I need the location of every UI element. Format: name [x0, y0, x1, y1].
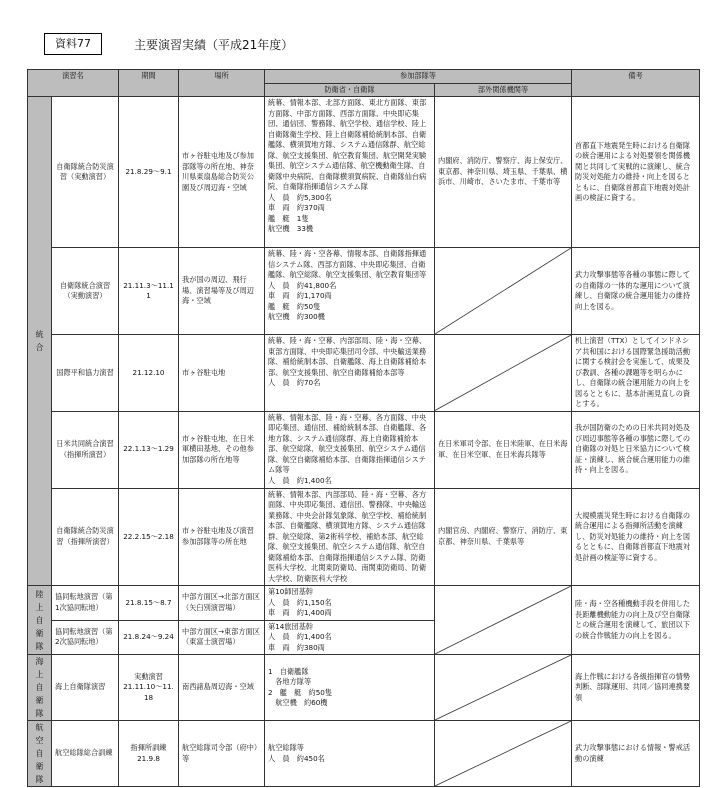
exercise-name: 自衛隊統合演習（実動演習）	[52, 248, 119, 335]
sdf-units: 航空総隊等 人 員 約450名	[265, 721, 435, 787]
exercise-period: 実動演習 21.11.10～11.18	[119, 655, 179, 721]
exercise-place: 市ヶ谷駐屯地、在日米軍横田基地、その他参加部隊の所在地等	[179, 411, 265, 488]
exercise-period: 21.12.10	[119, 335, 179, 412]
table-row	[28, 97, 700, 248]
table-row	[28, 655, 700, 721]
exercise-name: 協同転地演習（第1次協同転地）	[52, 586, 119, 621]
remarks: 机上演習（TTX）としてインドネシア共和国における国際緊急援助活動に関する検討会を実施して、成果及び教訓、各種の課題等を明らかにし、自衛隊の統合運用能力の向上を図るとともに、基本計画見直しの資とする。	[572, 335, 700, 412]
empty-cell-slash	[435, 335, 572, 412]
table-row	[28, 586, 700, 621]
exercise-period: 21.8.24～9.24	[119, 620, 179, 655]
exercise-period: 21.8.15～8.7	[119, 586, 179, 621]
sdf-units: 統幕、陸・海・空幕、内部部局、陸・海・空幕、東部方面隊、中央即応集団司令部、中央輸送業務隊、補給統制本部、自衛艦隊、海上自衛隊補給本部、航空支援集団、航空自衛隊補給本部等 人 員 約70名	[265, 335, 435, 412]
exercise-name: 自衛隊統合防災演習（実動演習）	[52, 97, 119, 248]
exercise-name: 協同転地演習（第2次協同転地）	[52, 620, 119, 655]
remarks: 我が国防衛のための日米共同対処及び周辺事態等各種の事態に際しての自衛隊の対処と日米協力について検証・演練し、統合統合運用能力の維持・向上を図る。	[572, 411, 700, 488]
group-gsdf: 陸上自衛隊	[28, 586, 52, 655]
header-period: 期間	[119, 70, 179, 97]
exercise-place: 航空総隊司令部（府中）等	[179, 721, 265, 787]
exercise-place: 市ヶ谷駐屯地	[179, 335, 265, 412]
document-id: 資料77	[44, 33, 102, 55]
sdf-units: 第14旅団基幹 人 員 約1,400名 車 両 約380両	[265, 620, 435, 655]
header-external: 部外関係機関等	[435, 83, 572, 97]
empty-cell-slash	[435, 248, 572, 335]
table-row	[28, 721, 700, 787]
external-orgs: 内閣官房、内閣府、警察庁、消防庁、東京都、神奈川県、千葉県等	[435, 488, 572, 586]
exercise-name: 国際平和協力演習	[52, 335, 119, 412]
header-participants: 参加部隊等	[265, 70, 572, 84]
remarks: 武力攻撃事態における情報・警戒活動の演練	[572, 721, 700, 787]
exercise-place: 中部方面区→北部方面区（矢臼別演習場）	[179, 586, 265, 621]
remarks: 陸・海・空各種機動手段を併用した長距離機動能力の向上及び空自衛隊との統合運用を演練して、旅団以下の統合作戦能力の向上を図る。	[572, 586, 700, 655]
group-asdf: 航空自衛隊	[28, 721, 52, 787]
header-sdf: 防衛省・自衛隊	[265, 83, 435, 97]
remarks: 大規模震災発生時における自衛隊の統合運用による指揮所活動を演練し、防災対処能力の維持・向上を図るとともに、自衛隊首都直下地震対処計画の検証等に資する。	[572, 488, 700, 586]
table-row	[28, 411, 700, 488]
empty-cell-slash	[435, 655, 572, 721]
table-row	[28, 335, 700, 412]
header-place: 場所	[179, 70, 265, 97]
exercise-name: 海上自衛隊演習	[52, 655, 119, 721]
exercise-place: 市ヶ谷駐屯地及び参加部隊等の所在地、神奈川県東扇島総合防災公園及び周辺海・空域	[179, 97, 265, 248]
exercise-period: 22.1.13～1.29	[119, 411, 179, 488]
external-orgs: 在日米軍司令部、在日米陸軍、在日米海軍、在日米空軍、在日米海兵隊等	[435, 411, 572, 488]
sdf-units: 統幕、情報本部、内部部局、陸・海・空幕、各方面隊、中央即応集団、通信団、警務隊、中央輸送業務隊、中央会計隊気象隊、航空学校、補給統制本部、自衛艦隊、横須賀地方隊、システム通信隊群、航空総隊、第2術科学校、補給本部、航空総隊、航空支援集団、航空システム通信隊、航空自衛隊補給本部、自衛隊指揮通信システム隊、防衛医科大学校、北関東防衛局、南関東防衛局、防衛大学校、防衛医科大学校	[265, 488, 435, 586]
header-exercise: 演習名	[28, 70, 119, 97]
exercise-table	[27, 69, 700, 787]
remarks: 海上作戦における各級指揮官の情勢判断、部隊運用、共同／協同連携要領	[572, 655, 700, 721]
exercise-place: 南西諸島周辺海・空域	[179, 655, 265, 721]
exercise-period: 21.11.3～11.11	[119, 248, 179, 335]
sdf-units: 統幕、情報本部、北部方面隊、東北方面隊、東部方面隊、中部方面隊、西部方面隊、中央即応集団、通信団、警務隊、航空学校、通信学校、陸上自衛隊衛生学校、陸上自衛隊補給統制本部、自衛艦隊、横須賀地方隊、システム通信隊群、航空総隊、航空支援集団、航空教育集団、航空開発実験集団、航空システム通信隊、航空機動衛生隊、自衛隊中央病院、自衛隊横須賀病院、自衛隊仙台病院、自衛隊指揮通信システム隊 人 員 約5,300名 車 両 約370両 艦 艇 1隻 航空機 33機	[265, 97, 435, 248]
exercise-name: 自衛隊統合防災演習（指揮所演習）	[52, 488, 119, 586]
empty-cell-slash	[435, 586, 572, 655]
external-orgs: 内閣府、消防庁、警察庁、海上保安庁、東京都、神奈川県、埼玉県、千葉県、横浜市、川崎市、さいたま市、千葉市等	[435, 97, 572, 248]
remarks: 武力攻撃事態等各種の事態に際しての自衛隊の一体的な運用について演練し、自衛隊の統合運用能力の維持向上を図る。	[572, 248, 700, 335]
group-joint: 統合	[28, 97, 52, 586]
exercise-name: 航空総隊総合訓練	[52, 721, 119, 787]
sdf-units: 統幕、情報本部、陸・海・空幕、各方面隊、中央即応集団、通信団、補給統制本部、自衛艦隊、各地方隊、システム通信隊群、海上自衛隊補給本部、航空総隊、航空支援集団、航空システム通信隊、航空自衛隊補給本部、自衛隊指揮通信システム隊等 人 員 約1,400名	[265, 411, 435, 488]
empty-cell-slash	[435, 721, 572, 787]
exercise-place: 市ヶ谷駐屯地及び演習参加部隊等の所在地	[179, 488, 265, 586]
exercise-period: 21.8.29～9.1	[119, 97, 179, 248]
document-title: 主要演習実績（平成21年度）	[134, 37, 294, 52]
header-remarks: 備考	[572, 70, 700, 97]
exercise-period: 指揮所訓練 21.9.8	[119, 721, 179, 787]
table-row	[28, 488, 700, 586]
group-msdf: 海上自衛隊	[28, 655, 52, 721]
exercise-name: 日米共同統合演習（指揮所演習）	[52, 411, 119, 488]
remarks: 首都直下地震発生時における自衛隊の統合運用による対処要領を関係機関と共同して実戦的に演練し、統合防災対処能力の維持・向上を図るとともに、自衛隊首都直下地震対処計画の検証に資する。	[572, 97, 700, 248]
sdf-units: 統幕、陸・海・空各幕、情報本部、自衛隊指揮通信システム隊、西部方面隊、中央即応集団、自衛艦隊、航空総隊、航空支援集団、航空教育集団等 人 員 約41,800名 車 両 約1,170両 艦 艇 約50隻 航空機 約300機	[265, 248, 435, 335]
sdf-units: 1 自衛艦隊 各地方隊等 2 艦 艇 約50隻 航空機 約60機	[265, 655, 435, 721]
table-row	[28, 248, 700, 335]
exercise-place: 我が国の周辺、飛行場、演習場等及び周辺海・空域	[179, 248, 265, 335]
sdf-units: 第10師団基幹 人 員 約1,150名 車 両 約1,400両	[265, 586, 435, 621]
exercise-place: 中部方面区→東部方面区（東富士演習場）	[179, 620, 265, 655]
exercise-period: 22.2.15～2.18	[119, 488, 179, 586]
